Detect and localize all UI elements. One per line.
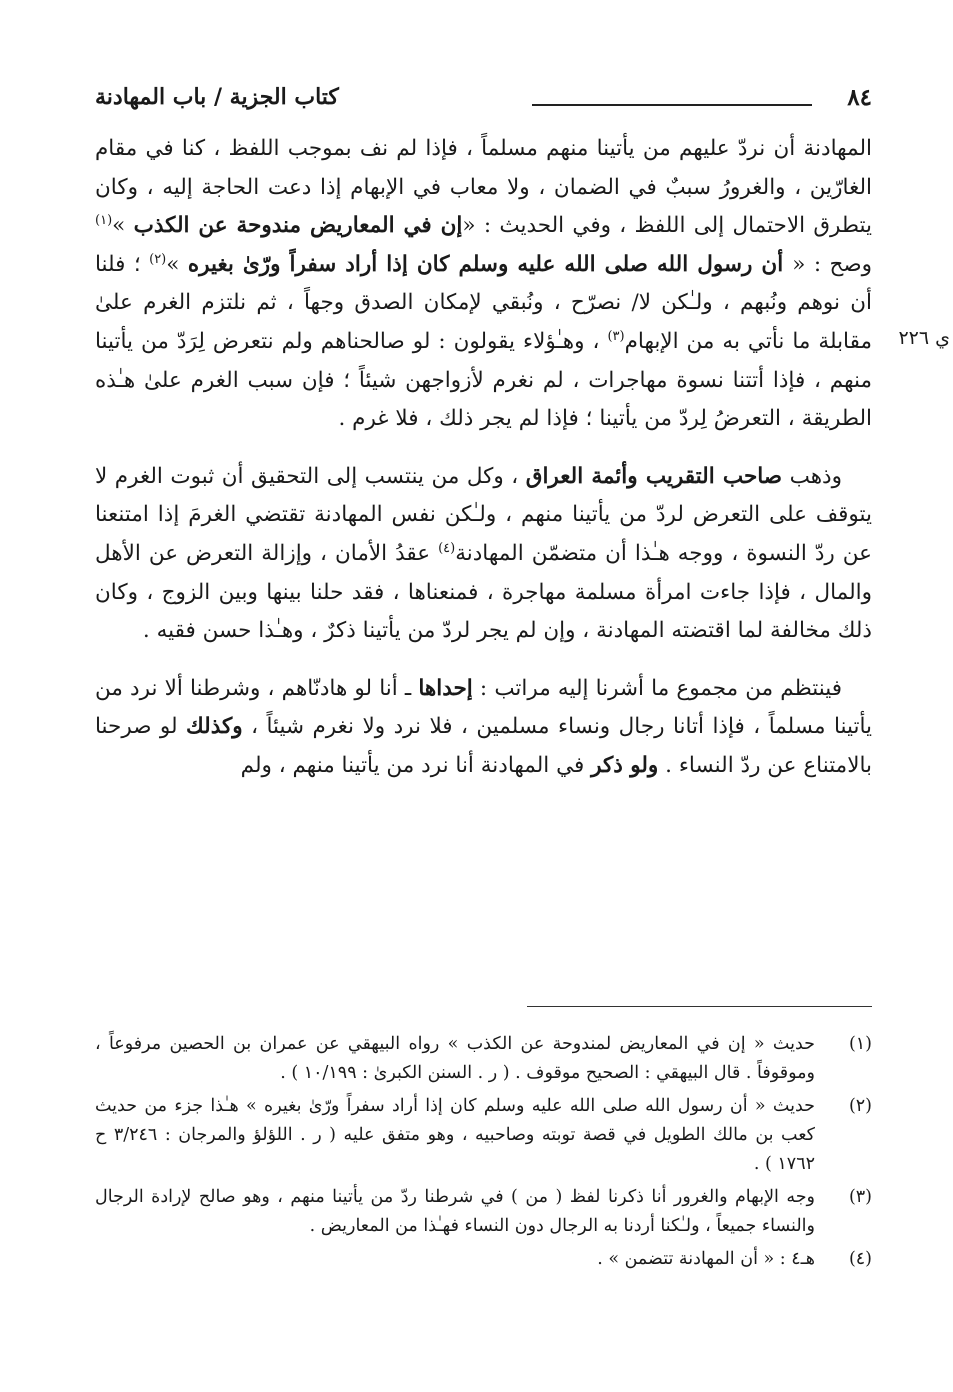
- paragraph-3: [95, 670, 872, 786]
- bold-term: ولو ذكر: [591, 752, 659, 778]
- main-text: [95, 130, 872, 786]
- hadith-quote: أن رسول الله صلى الله عليه وسلم كان إذا أراد سفراً ورّىٰ بغيره: [187, 251, 793, 277]
- footnote-ref-3[interactable]: (٣): [607, 328, 625, 344]
- paragraph-2: [95, 458, 872, 651]
- margin-reference: ي ٢٢٦: [898, 327, 950, 349]
- text-run: في المهادنة أنا نرد من يأتينا منهم ، ولم: [240, 752, 592, 778]
- footnote-2: [95, 1092, 872, 1179]
- footnote-separator: [527, 1006, 872, 1007]
- footnote-text: حديث « إن في المعاريض لمندوحة عن الكذب » رواه البيهقي عن عمران بن الحصين مرفوعاً ، وموقوفاً . قال البيهقي : الصحيح موقوف . ( ر . السنن الكبرىٰ : ١٠/١٩٩ ) .: [95, 1034, 815, 1083]
- footnote-text: هـ٤ : « أن المهادنة تتضمن » .: [597, 1249, 815, 1269]
- text-run: ، وهـٰؤلاء يقولون : لو صالحناهم ولم نتعرض لِرَدّ من يأتينا منهم ، فإذا أتتنا نسوة مهاجرات ، لم نغرم لأزواجهن شيئاً ؛ فإن سبب الغرم علىٰ هـٰذه الطريقة ، التعرضُ لِردّ من يأتينا ؛ فإذا لم يجر ذلك ، فلا غرم .: [95, 328, 872, 432]
- footnote-number: (٤): [848, 1249, 872, 1269]
- page-header: [95, 84, 872, 124]
- text-run: لو صرحنا بالامتناع عن ردّ النساء .: [95, 714, 872, 778]
- footnote-number: (٣): [848, 1187, 872, 1207]
- footnote-3: [95, 1183, 872, 1241]
- page-number: ٨٤: [847, 84, 872, 111]
- scholar-names: صاحب التقريب وأئمة العراق: [525, 463, 783, 489]
- running-title: كتاب الجزية / باب المهادنة: [95, 84, 339, 110]
- text-run: »: [112, 213, 134, 239]
- hadith-quote: إن في المعاريض مندوحة عن الكذب: [133, 213, 463, 239]
- text-run: ، وكل من ينتسب إلى التحقيق أن ثبوت الغرم لا يتوقف على التعرض لردّ من يأتينا منهم ، ولـٰكن نفس المهادنة تقتضي الغرمَ إذا امتنعنا عن ردّ النسوة ، ووجه هـٰذا أن متضمّن المهادنة: [95, 463, 872, 566]
- text-run: عقدُ الأمان ، وإزالة التعرض عن الأهل والمال ، فإذا جاءت امرأة مسلمة مهاجرة ، فمنعناها ، فقد حلنا بينها وبين الزوج ، وكان ذلك مخالفة لما اقتضته المهادنة ، وإن لم يجر لردّ من يأتينا ذكرٌ ، وهـٰذا حسن فقيه .: [95, 540, 872, 644]
- footnote-number: (٢): [848, 1096, 872, 1116]
- footnote-ref-1[interactable]: (١): [95, 213, 113, 229]
- footnote-text: حديث « أن رسول الله صلى الله عليه وسلم كان إذا أراد سفراً ورّىٰ بغيره » هـٰذا جزء من حديث كعب بن مالك الطويل في قصة توبته وصاحبيه ، وهو متفق عليه ( ر . اللؤلؤ والمرجان : ٣/٢٤٦ ح ١٧٦٢ ) .: [95, 1096, 816, 1174]
- header-rule: [532, 104, 812, 106]
- text-run: ؛ فلنا أن نوهم ونُبهم ، ولـٰكن لا/ نصرّح ، ونُبقي لإمكان الصدق وجهاً ، ثم نلتزم الغرم علىٰ مقابلة ما نأتي به من الإبهام: [95, 251, 872, 354]
- footnote-1: [95, 1030, 872, 1088]
- footnote-ref-4[interactable]: (٤): [438, 540, 456, 556]
- footnote-ref-2[interactable]: (٢): [149, 251, 167, 267]
- text-run: فينتظم من مجموع ما أشرنا إليه مراتب :: [472, 675, 842, 701]
- bold-term: وكذلك: [186, 714, 243, 740]
- text-run: وذهب: [782, 463, 842, 489]
- footnotes: [95, 1030, 872, 1278]
- text-run: المهادنة أن نردّ عليهم من يأتينا منهم مسلماً ، فإذا لم نف بموجب اللفظ ، كنا في مقام الغارّين ، والغرورُ سببٌ في الضمان ، ولا معاب في الإبهام إذا دعت الحاجة إليه ، وكان يتطرق الاحتمال إلى اللفظ ، وفي الحديث : «: [95, 136, 872, 239]
- footnote-4: [95, 1245, 872, 1274]
- text-run: وصح : «: [792, 251, 873, 277]
- footnote-number: (١): [848, 1034, 872, 1054]
- footnote-text: وجه الإبهام والغرور أنا ذكرنا لفظ ( من ) في شرطنا ردّ من يأتينا منهم ، وهو صالح لإرادة الرجال والنساء جميعاً ، ولـٰكنا أردنا به الرجال دون النساء فهـٰذا من المعاريض .: [95, 1187, 815, 1236]
- text-run: »: [166, 251, 188, 277]
- text-run: ـ أنا لو هادنّاهم ، وشرطنا ألا نرد من يأتينا مسلماً ، فإذا أتانا رجال ونساء مسلمين ، فلا نرد ولا نغرم شيئاً ،: [95, 675, 872, 740]
- paragraph-1: [95, 130, 872, 439]
- bold-term: إحداها: [418, 675, 473, 701]
